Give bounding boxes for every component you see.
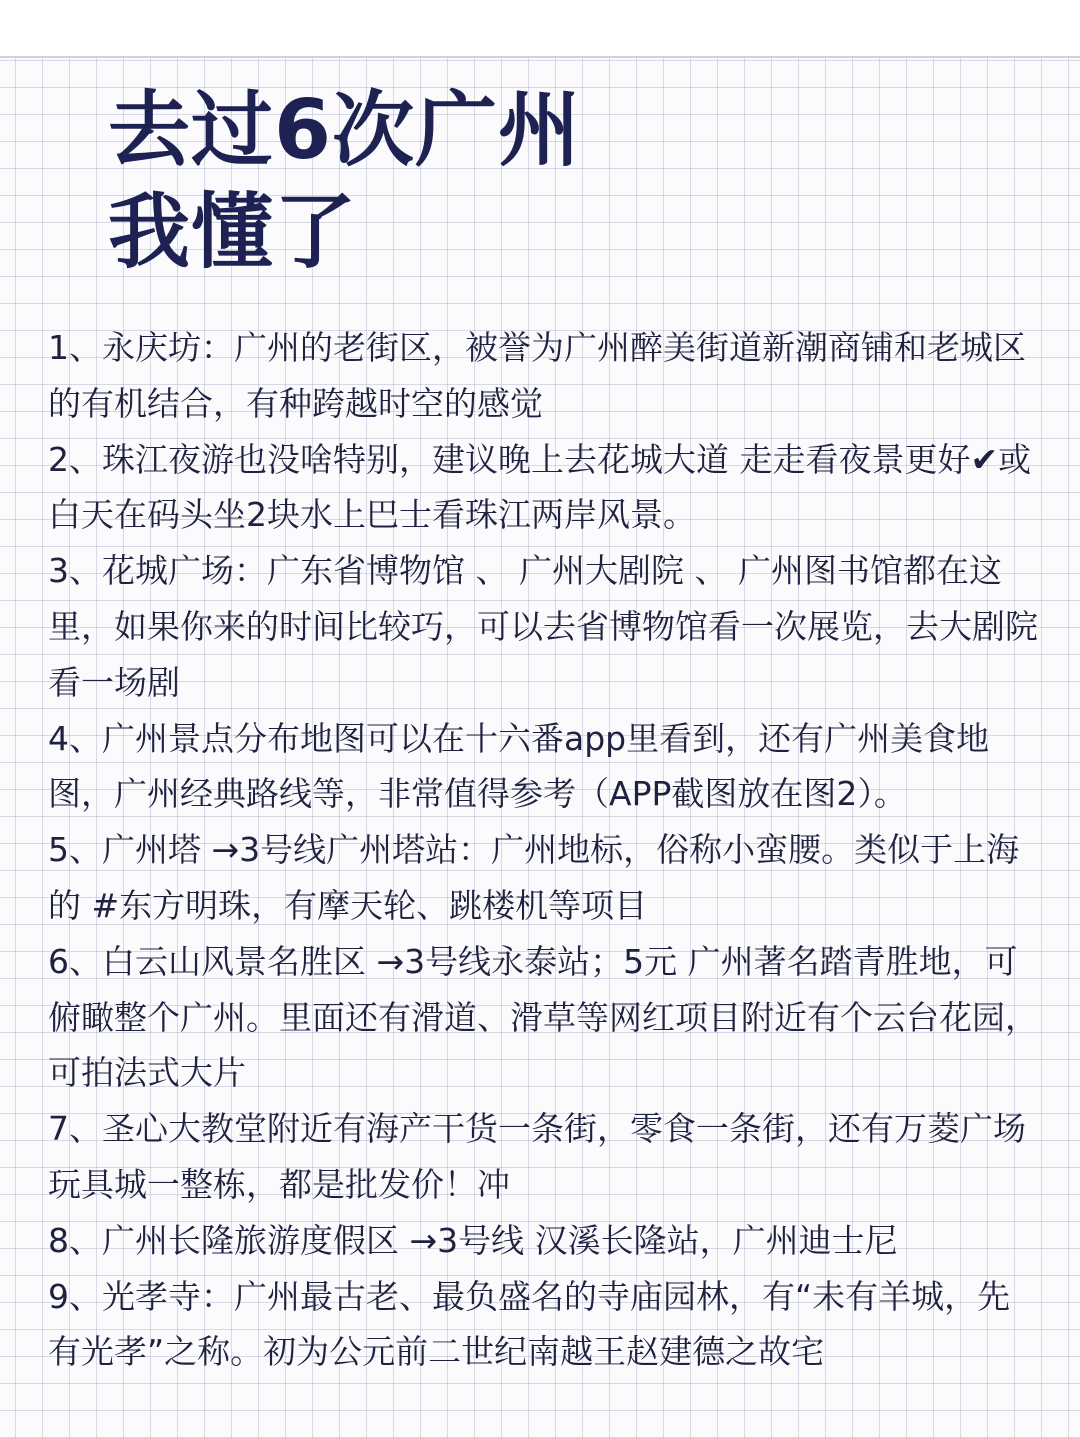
title-line-1: 去过6次广州 [108, 83, 582, 178]
tip-item-4: 4、广州景点分布地图可以在十六番app里看到，还有广州美食地图，广州经典路线等，非常值得参考（APP截图放在图2）。 [48, 718, 990, 814]
page-top-edge [0, 0, 1080, 58]
tips-list [48, 320, 1038, 1380]
tip-item-8: 8、广州长隆旅游度假区 →3号线 汉溪长隆站，广州迪士尼 [48, 1220, 898, 1260]
tip-item-2: 2、珠江夜游也没啥特别，建议晚上去花城大道 走走看夜景更好✔或白天在码头坐2块水上巴士看珠江两岸风景。 [48, 439, 1032, 535]
tip-item-7: 7、圣心大教堂附近有海产干货一条街，零食一条街，还有万菱广场玩具城一整栋，都是批发价！冲 [48, 1109, 1026, 1204]
tip-item-9: 9、光孝寺：广州最古老、最负盛名的寺庙园林，有“未有羊城，先有光孝”之称。初为公元前二世纪南越王赵建德之故宅 [48, 1276, 1011, 1372]
tip-item-5: 5、广州塔 →3号线广州塔站：广州地标，俗称小蛮腰。类似于上海的 #东方明珠，有摩天轮、跳楼机等项目 [48, 830, 1020, 925]
title-line-2: 我懂了 [108, 185, 358, 280]
tip-item-1: 1、永庆坊：广州的老街区，被誉为广州醉美街道新潮商铺和老城区的有机结合，有种跨越时空的感觉 [48, 328, 1026, 423]
tip-item-6: 6、白云山风景名胜区 →3号线永泰站；5元 广州著名踏青胜地，可俯瞰整个广州。里面还有滑道、滑草等网红项目附近有个云台花园，可拍法式大片 [48, 941, 1038, 1093]
page-title [108, 80, 581, 284]
tip-item-3: 3、花城广场：广东省博物馆 、 广州大剧院 、 广州图书馆都在这里，如果你来的时间比较巧，可以去省博物馆看一次展览，去大剧院看一场剧 [48, 551, 1038, 702]
